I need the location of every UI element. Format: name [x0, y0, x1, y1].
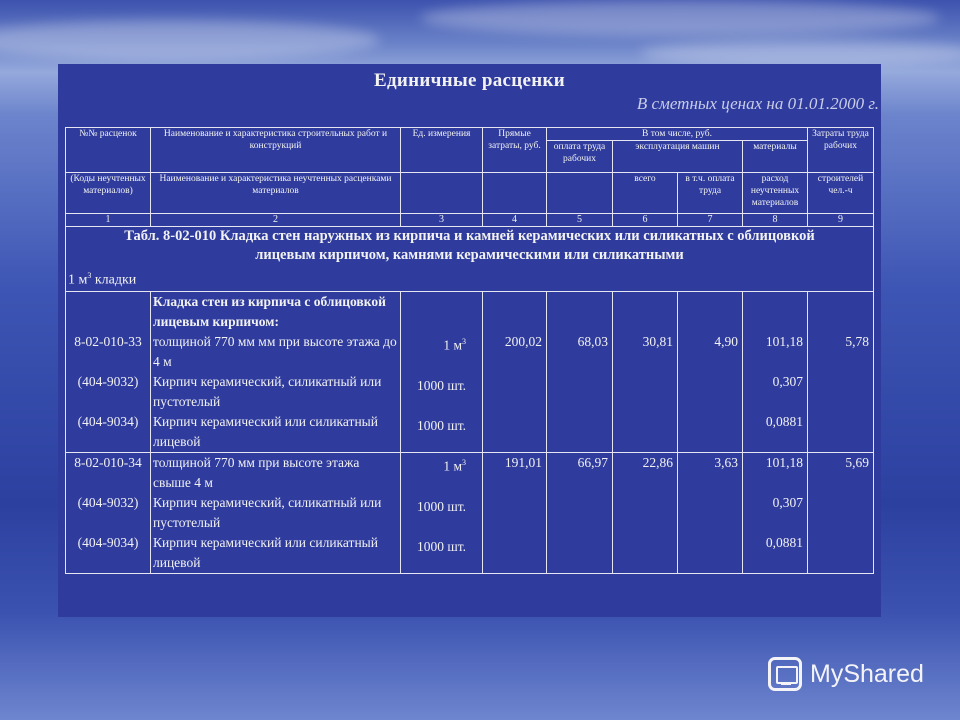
- header-labor-costs: Затраты труда рабочих: [808, 128, 874, 173]
- header-builders-labor: строителей чел.-ч: [808, 173, 874, 214]
- direct-costs-value: 191,01: [504, 455, 542, 470]
- header-rate-number: №№ расценок: [66, 128, 151, 173]
- labor-value: 5,78: [845, 334, 869, 349]
- header-unit-empty: [401, 173, 483, 214]
- worker-pay-value: 66,97: [577, 455, 608, 470]
- rate-intro: Кладка стен из кирпича с облицовкой лицевым кирпичом:: [153, 294, 386, 329]
- material-code: (404-9032): [77, 374, 139, 389]
- rates-table: [65, 127, 874, 574]
- rate-description: толщиной 770 мм при высоте этажа свыше 4 м: [153, 455, 360, 490]
- rate-code: 8-02-010-34: [74, 455, 142, 470]
- header-machines-total: всего: [613, 173, 678, 214]
- header-machines: эксплуатация машин: [613, 141, 743, 173]
- materials-value: 101,18: [765, 455, 803, 470]
- worker-pay-value: 68,03: [577, 334, 608, 349]
- rate-row-1: [66, 292, 874, 453]
- rate-row-2: [66, 453, 874, 574]
- material-quantity: 0,307: [772, 495, 803, 510]
- price-date-subtitle: В сметных ценах на 01.01.2000 г.: [636, 94, 879, 113]
- labor-value: 5,69: [845, 455, 869, 470]
- header-unit: Ед. измерения: [401, 128, 483, 173]
- column-number: 6: [613, 214, 678, 227]
- document-title: Единичные расценки: [374, 70, 565, 91]
- section-title-line-1: Табл. 8-02-010 Кладка стен наружных из кирпича и камней керамических или силикатных с облицовкой: [124, 228, 815, 244]
- rates-panel: [58, 64, 881, 617]
- presentation-screen-icon: [768, 657, 802, 691]
- column-number: 9: [808, 214, 874, 227]
- header-materials: материалы: [743, 141, 808, 173]
- column-number: 8: [743, 214, 808, 227]
- rate-description: толщиной 770 мм мм при высоте этажа до 4 м: [153, 334, 397, 369]
- direct-costs-value: 200,02: [504, 334, 542, 349]
- machines-pay-value: 3,63: [714, 455, 738, 470]
- header-material-names: Наименование и характеристика неучтенных расценками материалов: [151, 173, 401, 214]
- column-number: 5: [547, 214, 613, 227]
- header-pay-empty: [547, 173, 613, 214]
- rate-code: 8-02-010-33: [74, 334, 142, 349]
- material-unit: 1000 шт.: [416, 417, 466, 433]
- machines-total-value: 30,81: [642, 334, 673, 349]
- material-name: Кирпич керамический, силикатный или пустотелый: [153, 495, 382, 530]
- material-name: Кирпич керамический или силикатный лицевой: [153, 535, 378, 570]
- column-number: 2: [151, 214, 401, 227]
- header-work-name: Наименование и характеристика строительных работ и конструкций: [151, 128, 401, 173]
- section-title-line-2: лицевым кирпичом, камнями керамическими или силикатными: [255, 247, 684, 263]
- header-direct-empty: [483, 173, 547, 214]
- section-title-row: [66, 227, 874, 292]
- header-direct-costs: Прямые затраты, руб.: [483, 128, 547, 173]
- material-name: Кирпич керамический или силикатный лицевой: [153, 414, 378, 449]
- machines-total-value: 22,86: [642, 455, 673, 470]
- material-unit: 1000 шт.: [416, 498, 466, 514]
- header-machines-pay: в т.ч. оплата труда: [678, 173, 743, 214]
- header-material-consumption: расход неучтенных материалов: [743, 173, 808, 214]
- column-number: 3: [401, 214, 483, 227]
- header-material-codes: (Коды неучтенных материалов): [66, 173, 151, 214]
- materials-value: 101,18: [765, 334, 803, 349]
- header-including-group: В том числе, руб.: [547, 128, 808, 141]
- myshared-watermark: [768, 654, 924, 694]
- column-numbers-row: [66, 214, 874, 227]
- section-unit: 1 $м^3$ кладки: [68, 271, 137, 288]
- column-number: 4: [483, 214, 547, 227]
- watermark-text: MyShared: [810, 659, 924, 688]
- material-unit: 1000 шт.: [416, 377, 466, 393]
- material-quantity: 0,307: [772, 374, 803, 389]
- column-number: 7: [678, 214, 743, 227]
- material-code: (404-9034): [77, 414, 139, 429]
- material-unit: 1000 шт.: [416, 538, 466, 554]
- header-row-3: [66, 173, 874, 214]
- rate-unit: 1 $м^3$: [443, 458, 466, 474]
- column-number: 1: [66, 214, 151, 227]
- material-code: (404-9032): [77, 495, 139, 510]
- material-quantity: 0,0881: [765, 414, 803, 429]
- header-row-1: [66, 128, 874, 141]
- rate-unit: 1 $м^3$: [443, 337, 466, 353]
- material-quantity: 0,0881: [765, 535, 803, 550]
- machines-pay-value: 4,90: [714, 334, 738, 349]
- material-code: (404-9034): [77, 535, 139, 550]
- header-worker-pay: оплата труда рабочих: [547, 141, 613, 173]
- material-name: Кирпич керамический, силикатный или пустотелый: [153, 374, 382, 409]
